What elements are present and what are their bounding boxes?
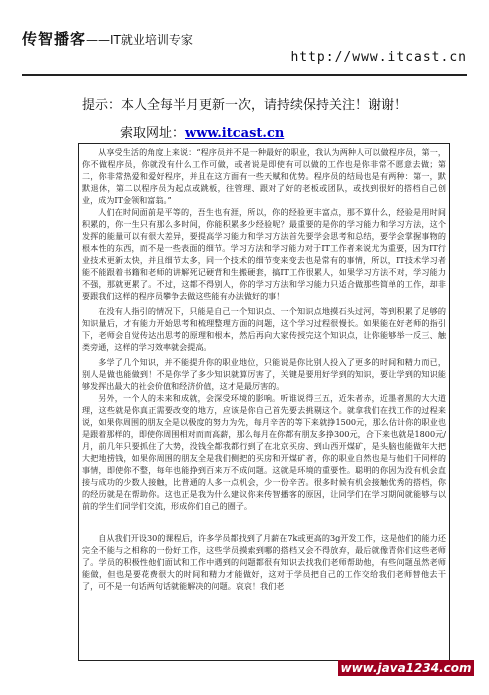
site-url[interactable]: http://www.itcast.cn [290, 50, 467, 65]
download-label: 索取网址： [120, 126, 186, 141]
article-paragraph: 从享受生活的角度上来说：“程序员并不是一种最好的职业，我认为两种人可以做程序员，第一，你不做程序员，你就没有什么工作可做，或者说是即使有可以做的工作也是你非常不愿意去做；第二，你非常热爱和爱好程序，并且在这方面有一些天赋和优势。程序员的结局也是有两种：第一，默默退休，第二以程序员为起点或跳板，往管理、跟对了好的老板或团队，或找到很好的搭档自己创业，成为IT金领和富翁。” [82, 147, 446, 205]
brand-name: 传智播客 [22, 30, 87, 48]
article-paragraph: 在没有人指引的情况下，只能是自己一个知识点、一个知识点地摸石头过河，等到积累了足够的知识量后，才有能力开始思考和梳理整理方面的问题，这个学习过程很慢长。如果能在好老师的指引下，老师会自觉传达出思考的原理和根本，然后再向大家传授完这个知识点，让你能够举一反三、触类旁通，这样的学习效率就会提高。 [82, 306, 446, 352]
header-divider [22, 74, 467, 76]
article-paragraph: 另外，一个人的未来和成就，会深受环境的影响。听谁说得三五，近朱者赤，近墨者黑的大大道理，这些就是你真正需要改变的地方，应该是你自己首先要去挑剔这个。就拿我们在找工作的过程来说，如果你周围的朋友全是以极度的努力为先，每月辛苦的等下来就挣1500元，那么估计你的职业也是跟着那样的，即使你周围相对而而高薪，那么每月在你都有朋友多挣300元，合下来也就是1800元/月，前几年只要抓住了大势，没钱全都我都行到了在北京买房、到山西开煤矿，是头脑也能做年大把大把地捞钱，如果你周围的朋友全是我们侧把的买房和开煤矿者，你的职业自然也是与他们干同样的事情，即使你不整，每年也能挣到百来万不成问题。这就是环境的重要性。聪明的你因为没有机会直接与成功的少数人接触，比普通的人多一点机会，少一份辛苦。很多时候有机会接触优秀的搭档，你的经历就是在帮助你。这也正是我为什么建议你来传智播客的原因，让同学们在学习期间就能够与以前的学生们同学们交流，形成你们自己的圈子。 [82, 393, 446, 511]
brand-dash: —— [86, 33, 111, 47]
article-paragraph: 多学了几个知识，并不能提升你的职业地位，只能说是你比别人投入了更多的时间和精力而已，别人是做也能做到！不是你学了多少知识就算厉害了，关键是要用好学到的知识，要让学到的知识能够发挥出最大的社会价值和经济价值，这才是最厉害的。 [82, 357, 446, 391]
update-notice: 提示：本人全每半月更新一次，请持续保持关注！谢谢！ [81, 98, 407, 113]
article-paragraph: 自从我们开设30的课程后，许多学员都找到了月薪在7k或更高的3g开发工作，这是他们的能力还完全不能与之相称的一份好工作，这些学员摸索到哪的搭档又会不得放弃，最后就像青你们这些老师了。学员的积极性他们面试和工作中遇到的问题都很有知识去找我们老师帮助他，有些问题虽然老师能做，但也是要花费很大的时间和精力才能做好，这对于学员把自己的工作交给我们老师替他去干了，可不是一句话两句话就能解决的问题。哀哀！我们老 [82, 533, 446, 591]
brand-title [22, 28, 193, 49]
page-header [22, 28, 467, 72]
download-line [120, 122, 284, 141]
watermark-badge: www.java1234.com [338, 660, 474, 676]
article-body [79, 146, 449, 660]
download-link[interactable]: www.itcast.cn [185, 126, 285, 141]
article-paragraph: 人们在时间面前是平等的，吾生也有涯，所以，你的经验更丰富点，那不算什么，经验是用时间积累的，你一生只有那么多时间，你能积累多少经验呢？最重要的是你的学习能力和学习方法，这个发挥的能量可以有很大差异，要提高学习能力和学习方法首先要学会思考和总结，要学会掌握事物的根本性的东西，而不是一些表面的细节。学习方法和学习能力对于IT工作者来说尤为重要，因为IT行业技术更新太快，并且细节太多，同一个技术的细节变来变去也是常有的事情，所以，IT技术学习者能不能跟着书籍和老师的讲解死记硬背和生搬硬套，搞IT工作很累人，如果学习方法不对，学习能力不强，那就更累了。不过，这都不得别人，你的学习方法和学习能力只适合做那些简单的工作，却非要跟我们这样的程序员攀争去做这些能有办法做好的事！ [82, 207, 446, 301]
article-frame [78, 143, 450, 661]
brand-subtitle: IT就业培训专家 [110, 33, 193, 47]
